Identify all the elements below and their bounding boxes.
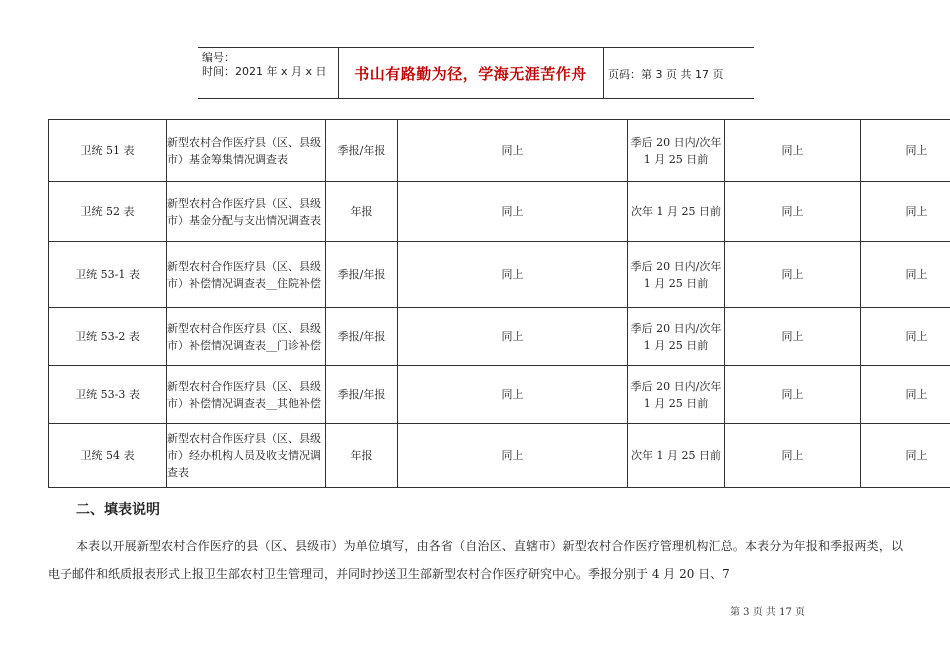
report-frequency: 季报/年报 [326, 366, 398, 424]
form-code: 卫统 52 表 [49, 182, 167, 242]
time-label: 时间：2021 年 x 月 x 日 [202, 65, 327, 78]
ditto-cell: 同上 [725, 308, 861, 366]
form-name: 新型农村合作医疗县（区、县级市）基金分配与支出情况调查表 [167, 182, 326, 242]
report-frequency: 季报/年报 [326, 242, 398, 308]
deadline-cell: 季后 20 日内/次年 1 月 25 日前 [628, 308, 725, 366]
ditto-cell: 同上 [725, 242, 861, 308]
ditto-cell: 同上 [398, 120, 628, 182]
report-table [48, 119, 950, 488]
report-frequency: 年报 [326, 424, 398, 488]
table-row [49, 242, 950, 308]
ditto-cell: 同上 [725, 424, 861, 488]
table-row [49, 424, 950, 488]
ditto-cell: 同上 [725, 120, 861, 182]
ditto-cell: 同上 [725, 366, 861, 424]
table-row [49, 182, 950, 242]
deadline-cell: 季后 20 日内/次年 1 月 25 日前 [628, 120, 725, 182]
ditto-cell: 同上 [861, 366, 950, 424]
ditto-cell: 同上 [398, 366, 628, 424]
form-name: 新型农村合作医疗县（区、县级市）基金筹集情况调查表 [167, 120, 326, 182]
ditto-cell: 同上 [861, 424, 950, 488]
form-code: 卫统 53-2 表 [49, 308, 167, 366]
ditto-cell: 同上 [861, 308, 950, 366]
table-row [49, 120, 950, 182]
deadline-cell: 季后 20 日内/次年 1 月 25 日前 [628, 242, 725, 308]
form-code: 卫统 54 表 [49, 424, 167, 488]
form-name: 新型农村合作医疗县（区、县级市）经办机构人员及收支情况调查表 [167, 424, 326, 488]
report-frequency: 季报/年报 [326, 308, 398, 366]
ditto-cell: 同上 [725, 182, 861, 242]
deadline-cell: 次年 1 月 25 日前 [628, 182, 725, 242]
header-page-label: 页码：第 3 页 共 17 页 [608, 68, 724, 81]
form-name: 新型农村合作医疗县（区、县级市）补偿情况调查表__门诊补偿 [167, 308, 326, 366]
section-heading: 二、填表说明 [76, 502, 160, 518]
ditto-cell: 同上 [398, 182, 628, 242]
table-row [49, 308, 950, 366]
ditto-cell: 同上 [398, 424, 628, 488]
table-row [49, 366, 950, 424]
header-motto: 书山有路勤为径，学海无涯苦作舟 [354, 65, 587, 83]
form-code: 卫统 51 表 [49, 120, 167, 182]
ditto-cell: 同上 [398, 242, 628, 308]
deadline-cell: 次年 1 月 25 日前 [628, 424, 725, 488]
instructions-paragraph: 本表以开展新型农村合作医疗的县（区、县级市）为单位填写，由各省（自治区、直辖市）新型农村合作医疗管理机构汇总。本表分为年报和季报两类，以电子邮件和纸质报表形式上报卫生部农村卫生管理司，并同时抄送卫生部新型农村合作医疗研究中心。季报分别于 4 月 20 日、7 [48, 539, 903, 581]
ditto-cell: 同上 [398, 308, 628, 366]
form-name: 新型农村合作医疗县（区、县级市）补偿情况调查表__住院补偿 [167, 242, 326, 308]
header-divider [603, 48, 604, 98]
number-label: 编号： [202, 51, 235, 64]
ditto-cell: 同上 [861, 182, 950, 242]
ditto-cell: 同上 [861, 242, 950, 308]
report-frequency: 季报/年报 [326, 120, 398, 182]
form-code: 卫统 53-3 表 [49, 366, 167, 424]
report-frequency: 年报 [326, 182, 398, 242]
ditto-cell: 同上 [861, 120, 950, 182]
form-code: 卫统 53-1 表 [49, 242, 167, 308]
page-footer: 第 3 页 共 17 页 [730, 607, 805, 618]
deadline-cell: 季后 20 日内/次年 1 月 25 日前 [628, 366, 725, 424]
header-meta [202, 51, 327, 79]
form-name: 新型农村合作医疗县（区、县级市）补偿情况调查表__其他补偿 [167, 366, 326, 424]
page-header [198, 47, 754, 99]
